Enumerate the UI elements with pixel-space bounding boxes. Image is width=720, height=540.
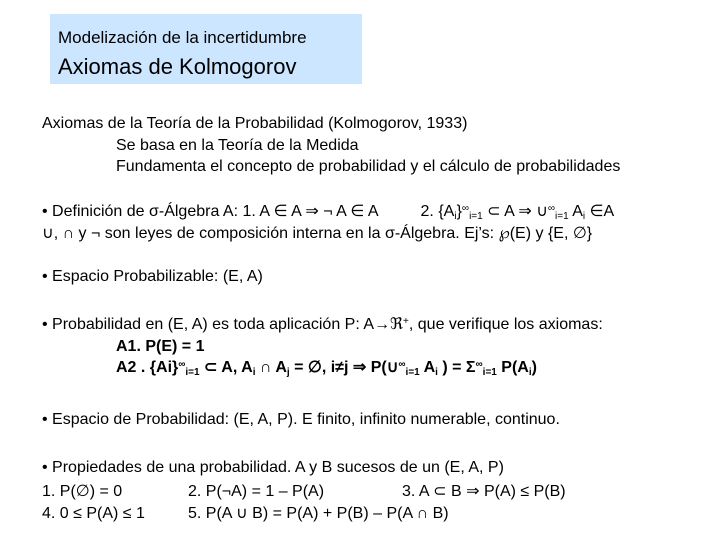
sigma-p2-sup: ∞: [461, 203, 470, 214]
espacio-de-probabilidad: • Espacio de Probabilidad: (E, A, P). E finito, infinito numerable, continuo.: [42, 411, 560, 428]
axiom-a2-part: P(A: [496, 359, 529, 376]
sigma-p2-b: ⊂ A ⇒ ∪: [482, 203, 548, 220]
sigma-p2-sub: i: [454, 211, 457, 222]
sigma-algebra-laws: ∪, ∩ y ¬ son leyes de composición interna en la σ-Álgebra. Ej’s: ℘(E) y {E, ∅}: [42, 225, 593, 242]
axiom-a2-sup: ∞: [475, 359, 483, 370]
slide-title: Axiomas de Kolmogorov: [58, 54, 297, 79]
axiom-a2-sub: i: [252, 367, 256, 378]
axiom-a2-sub: i: [528, 367, 532, 378]
propiedad-4: 4. 0 ≤ P(A) ≤ 1: [42, 505, 145, 522]
intro-line-1: Se basa en la Teoría de la Medida: [116, 137, 359, 154]
intro-heading: Axiomas de la Teoría de la Probabilidad (Kolmogorov, 1933): [42, 115, 468, 132]
axiom-a2-part: ) = Σ: [437, 359, 476, 376]
sigma-p2-d: ∈A: [585, 203, 615, 220]
axiom-a2-part: A2 . {Ai}: [116, 359, 179, 376]
slide-subtitle: Modelización de la incertidumbre: [58, 28, 307, 47]
probabilidad-def-a: • Probabilidad en (E, A) es toda aplicación P: A→ℜ: [42, 316, 404, 333]
axiom-a2-part: = ∅, i≠j ⇒ P(∪: [289, 359, 399, 376]
sigma-p2-sub-b: i=1: [469, 211, 483, 222]
propiedades-heading: • Propiedades de una probabilidad. A y B sucesos de un (E, A, P): [42, 459, 504, 476]
probabilidad-def-sup: +: [403, 316, 409, 327]
axiom-a2-sub: i=1: [185, 367, 200, 378]
sigma-p2-c: A: [568, 203, 583, 220]
propiedad-5: 5. P(A ∪ B) = P(A) + P(B) – P(A ∩ B): [188, 505, 449, 522]
axiom-a2-sup: ∞: [398, 359, 406, 370]
axiom-a2-sup: ∞: [178, 359, 186, 370]
axiom-a2-sub: i=1: [405, 367, 420, 378]
propiedad-2: 2. P(¬A) = 1 – P(A): [188, 483, 325, 500]
sigma-p2-sup2: ∞: [547, 203, 556, 214]
sigma-algebra-definition: • Definición de σ-Álgebra A: 1. A ∈ A ⇒ ¬ A ∈ A 2. $\{A_i\}^\infty_{i=1}$ ⊂ A ⇒ $\cup^\infty_{i=1}$ $A_i$ ∈A: [42, 203, 615, 222]
axiom-a2-part: ∩ A: [255, 359, 287, 376]
axiom-a2-part: ⊂ A, A: [199, 359, 253, 376]
sigma-p2-sub3: i: [582, 211, 586, 222]
axiom-a1: A1. P(E) = 1: [116, 338, 205, 355]
axiom-a2: [116, 358, 537, 378]
sigma-p2-a: 2. {A: [420, 203, 455, 220]
espacio-probabilizable: • Espacio Probabilizable: (E, A): [42, 268, 263, 285]
slide-title-box: [50, 14, 362, 84]
axiom-a2-part: ): [531, 359, 537, 376]
intro-line-2: Fundamenta el concepto de probabilidad y el cálculo de probabilidades: [116, 158, 621, 175]
axiom-a2-sub: j: [286, 367, 290, 378]
propiedad-1: 1. P(∅) = 0: [42, 483, 123, 500]
axiom-a2-sub: i: [435, 367, 438, 378]
probabilidad-definition: [42, 315, 603, 335]
probabilidad-def-b: , que verifique los axiomas:: [408, 316, 603, 333]
sigma-p2-sub2: i=1: [555, 211, 569, 222]
axiom-a2-part: A: [419, 359, 436, 376]
propiedad-3: 3. A ⊂ B ⇒ P(A) ≤ P(B): [402, 483, 566, 500]
sigma-label: • Definición de σ-Álgebra A: 1. A ∈ A ⇒ ¬ A ∈ A: [42, 203, 378, 220]
axiom-a2-sub: i=1: [482, 367, 497, 378]
